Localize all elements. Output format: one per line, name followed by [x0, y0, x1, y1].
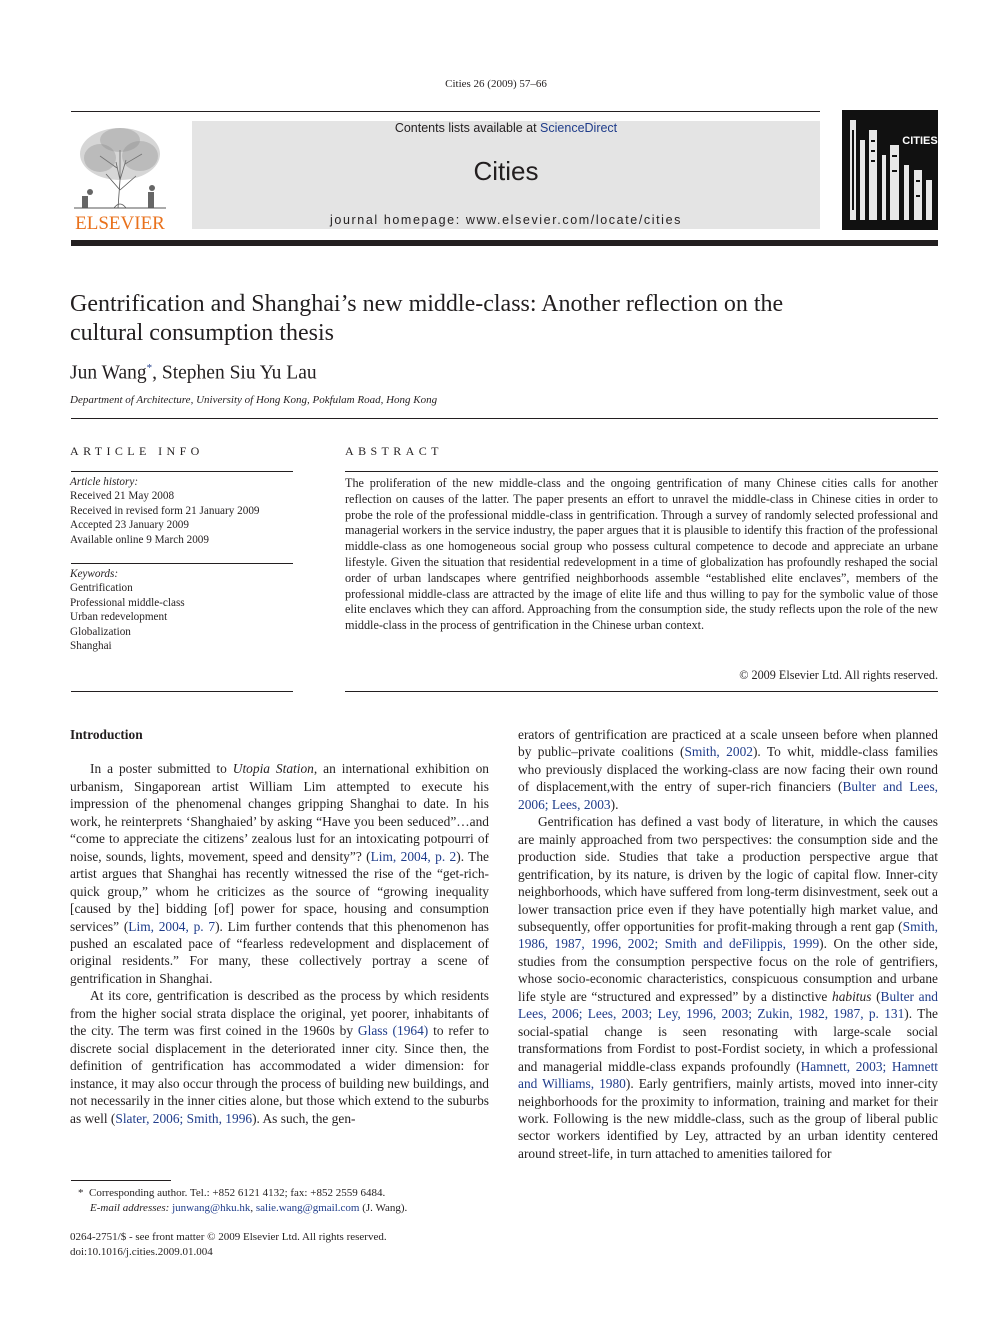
article-info-rule	[71, 563, 293, 564]
citation-link[interactable]: Hamnett, 2003; Hamnett and Williams, 1980	[518, 1058, 939, 1092]
body-paragraph: In a poster submitted to Utopia Station, an international exhibition on urbanism, Singaporean artist William Lim attempted to execute his impression of the phenomenal changes gripping Shanghai to date. In his work, he reinterprets ‘Shanghaied’ by asking “Have you been seduced”…and “come to appreciate the citizens’ zealous lust for an intoxicating potpourri of noise, sounds, lights, movement, speed and density”? (Lim, 2004, p. 2). The artist argues that Shanghai has recently witnessed the rise of the “get-rich-quick group,” whom he criticizes as the source of “growing inequality [caused by the] bidding [of] power for space, housing and consumption services” (Lim, 2004, p. 7). Lim further contends that this phenomenon has pushed an escalated pace of “fearless redevelopment and displacement of original residents.” For many, these collectively portray a scene of gentrification in Shanghai.	[70, 761, 490, 986]
doi-line[interactable]: doi:10.1016/j.cities.2009.01.004	[70, 1245, 213, 1258]
footnote-mark: *	[78, 1187, 84, 1199]
history-item: Accepted 23 January 2009	[70, 519, 189, 532]
keyword-item: Gentrification	[70, 582, 133, 595]
header-thick-rule	[71, 240, 938, 246]
body-column-right	[518, 726, 938, 1162]
citation-link[interactable]: Smith, 2002	[684, 744, 753, 760]
journal-citation: Cities 26 (2009) 57–66	[445, 78, 547, 90]
author-separator: ,	[152, 362, 162, 384]
body-column-left	[70, 726, 489, 1127]
keywords-label: Keywords:	[70, 568, 119, 580]
author-name[interactable]: Jun Wang	[70, 362, 147, 384]
article-info-rule	[71, 691, 293, 692]
cover-title: CITIES	[902, 135, 938, 147]
footnote-rule	[71, 1180, 171, 1181]
keyword-item: Globalization	[70, 625, 131, 638]
section-heading: Introduction	[70, 727, 143, 742]
citation-link[interactable]: Bulter and Lees, 2006; Lees, 2003	[518, 779, 938, 812]
abstract-heading: ABSTRACT	[345, 444, 443, 458]
citation-link[interactable]: Glass (1964)	[357, 1023, 429, 1039]
article-info-rule	[71, 471, 293, 472]
elsevier-wordmark: ELSEVIER	[75, 213, 165, 232]
keywords-block	[70, 567, 185, 653]
sciencedirect-link[interactable]: ScienceDirect	[540, 121, 618, 135]
history-item: Received in revised form 21 January 2009	[70, 504, 260, 517]
contents-availability-line	[192, 121, 820, 135]
body-paragraph: Gentrification has defined a vast body of literature, in which the causes are mainly approached from two perspectives: the consumption side and the production side. Studies that take a production perspective argue that gentrification, by its nature, is driven by the logic of capital flow. Inner-city neighborhoods, which have suffered from long-term disinvestment, seek out a lower transaction price even if they have potentially high market value, and subsequently, offer opportunities for profit-making through a rent gap (Smith, 1986, 1987, 1996, 2002; Smith and deFilippis, 1999). On the other side, studies from the consumption perspective focus on the role of gentrifiers, whose socio-economic characteristics, conspicuous consumption and urbane life style are “structured and expressed” by a distinctive habitus (Bulter and Lees, 2006; Lees, 2003; Ley, 1996, 2003; Zukin, 1982, 1987, p. 131). The social-spatial change is seen resonating with large-scale social transformations from Fordist to post-Fordist society, in which a professional and managerial middle-class expands profoundly (Hamnett, 2003; Hamnett and Williams, 1980). Early gentrifiers, mainly artists, moved into inner-city neighborhoods for the proximity to information, training and market for their work. Following is the new middle-class, such as the group of liberal public sector workers identified by Ley, attracted by an urban identity centered around street-life, in turn attached to amenities tailored for	[518, 814, 939, 1161]
author-name[interactable]: Stephen Siu Yu Lau	[161, 362, 317, 384]
citation-link[interactable]: Bulter and Lees, 2006; Lees, 2003; Ley, 1996, 2003; Zukin, 1982, 1987, p. 131	[518, 988, 938, 1022]
abstract-text: The proliferation of the new middle-class and the ongoing gentrification of many Chinese cities calls for another reflection on causes of the latter. The paper presents an effort to unravel the middle-class in Chinese cities in order to probe the role of the professional middle-class in gentrification. Through a survey of randomly selected professional and managerial workers in the service industry, the paper argues that it is plausible to identify this fraction of the professional middle-class as one homogeneous social group who possess cultural competence to decode and appreciate an urbane lifestyle. Given the situation that residential redevelopment in a time of globalization has profoundly reshaped the social order of urban landscapes where gentrified neighborhoods assemble “established elite enclaves”, members of the professional middle-class are attracted by the image of elite life and thus willing to pay for the symbolic value of those elite enclaves which they can afford. Approaching from the consumption side, the study reflects upon the role of the new middle-class in the process of gentrification in the Chinese urban context.	[345, 476, 938, 633]
article-history-label: Article history:	[70, 476, 139, 488]
elsevier-tree-logo	[70, 120, 170, 232]
affiliation-rule	[71, 418, 938, 419]
email-link[interactable]: salie.wang@gmail.com	[255, 1201, 360, 1214]
author-affiliation: Department of Architecture, University of Hong Kong, Pokfulam Road, Hong Kong	[70, 394, 438, 406]
email-link[interactable]: junwang@hku.hk	[172, 1201, 251, 1214]
citation-link[interactable]: Lim, 2004, p. 7	[128, 918, 216, 934]
journal-homepage-link[interactable]: journal homepage: www.elsevier.com/locate/cities	[330, 213, 682, 227]
corresponding-author-footnote: * Corresponding author. Tel.: +852 6121 4132; fax: +852 2559 6484. E-mail addresses: junwang@hku.hk, salie.wang@gmail.com (J. Wang).	[78, 1187, 408, 1214]
issn-line: 0264-2751/$ - see front matter © 2009 Elsevier Ltd. All rights reserved.	[70, 1231, 387, 1243]
email-label: E-mail addresses:	[90, 1201, 170, 1214]
contents-prefix: Contents lists available at	[394, 121, 541, 135]
email-owner: (J. Wang).	[362, 1201, 408, 1214]
keyword-item: Shanghai	[70, 640, 112, 653]
body-paragraph: erators of gentrification are practiced at a scale unseen before when planned by public–private coalitions (Smith, 2002). To whit, middle-class families who previously displaced the working-class are now facing their own round of displacement,with the entry of super-rich financiers (Bulter and Lees, 2006; Lees, 2003).	[518, 727, 938, 812]
citation-link[interactable]: Slater, 2006; Smith, 1996	[115, 1110, 253, 1126]
abstract-rule	[345, 691, 938, 692]
article-title: Gentrification and Shanghai’s new middle-class: Another reflection on the cultural consumption thesis	[70, 291, 784, 346]
front-matter	[70, 1230, 387, 1259]
abstract-copyright: © 2009 Elsevier Ltd. All rights reserved.	[739, 668, 938, 682]
corresponding-author-mark[interactable]: *	[146, 362, 153, 374]
abstract-rule	[345, 471, 938, 472]
citation-link[interactable]: Smith, 1986, 1987, 1996, 2002; Smith and deFilippis, 1999	[518, 918, 938, 952]
author-list	[70, 362, 317, 385]
article-info-heading: ARTICLE INFO	[70, 444, 204, 458]
footnote-contact: Corresponding author. Tel.: +852 6121 4132; fax: +852 2559 6484.	[89, 1187, 386, 1199]
body-paragraph: At its core, gentrification is described as the process by which residents from the higher social strata displace the original, yet poorer, inhabitants of the city. The term was first coined in the 1960s by Glass (1964) to refer to discrete social displacement in the deteriorated inner city. Since then, the definition of gentrification has accommodated a wider dimension: for instance, it may also occur through the process of building new buildings, and not necessarily in the inner cities alone, but those which extend to the suburbs as well (Slater, 2006; Smith, 1996). As such, the gen-	[70, 988, 489, 1126]
history-item: Available online 9 March 2009	[70, 533, 209, 546]
keyword-item: Urban redevelopment	[70, 611, 168, 624]
journal-cover-image	[842, 110, 938, 230]
citation-link[interactable]: Lim, 2004, p. 2	[370, 848, 457, 864]
article-history	[70, 475, 260, 547]
header-top-rule	[71, 111, 820, 112]
journal-name: Cities	[473, 156, 539, 186]
history-item: Received 21 May 2008	[70, 490, 175, 503]
keyword-item: Professional middle-class	[70, 596, 185, 609]
